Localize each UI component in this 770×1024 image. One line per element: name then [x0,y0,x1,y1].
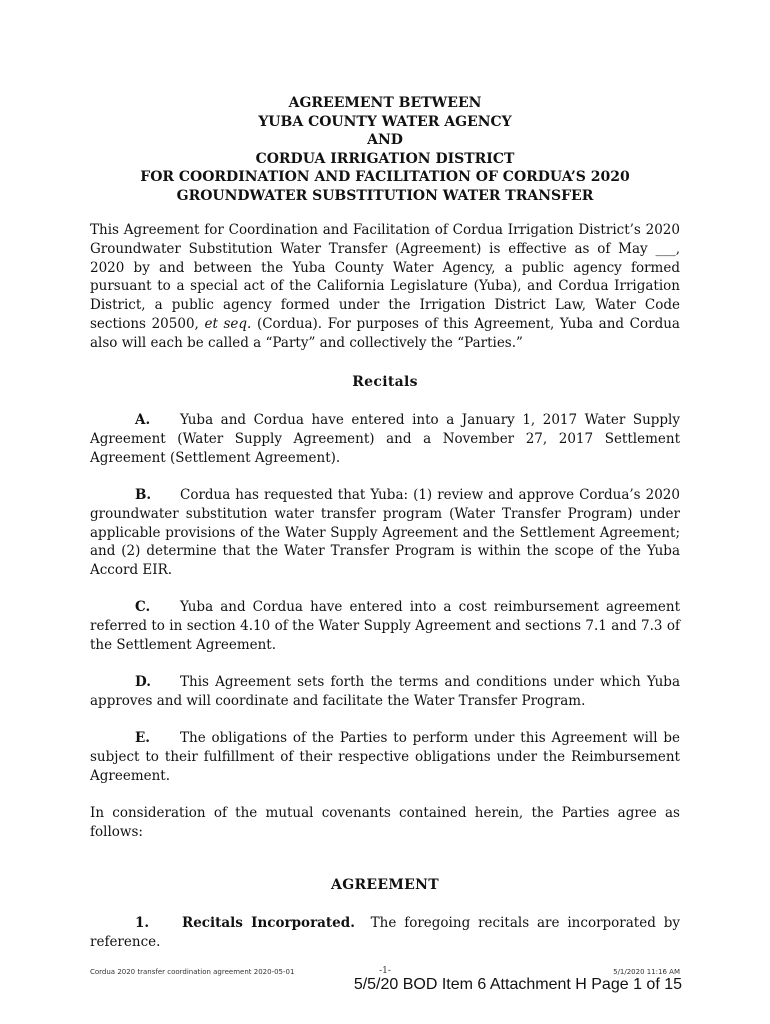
board-item-stamp: 5/5/20 BOD Item 6 Attachment H Page 1 of 15 [353,976,682,993]
title-line: YUBA COUNTY WATER AGENCY [258,113,512,130]
section-title: Recitals Incorporated. [182,915,355,931]
title-line: GROUNDWATER SUBSTITUTION WATER TRANSFER [176,187,594,204]
section-number: 1. [135,915,150,931]
recitals-heading: Recitals [352,374,418,390]
section-text: The foregoing recitals are incorporated by reference. [90,915,680,950]
recital-label: A. [135,412,151,428]
intro-text-start: This Agreement for Coordination and Facilitation of Cordua Irrigation District’s 2020 Groundwater Substitution Water Transfer (Agreement) is effective as of May ___, 2020 by and between the Yuba County Water Agency, a public agency formed pursuant to a special act of the California Legislature (Yuba), and Cordua Irrigation District, a public agency formed under the Irrigation District Law, Water Code sections 20500, [90,222,680,332]
intro-text-end: (Cordua). For purposes of this Agreement, Yuba and Cordua also will each be called a “Party” and collectively the “Parties.” [90,315,680,351]
recital-label: C. [135,599,151,615]
footer-page-number: -1- [379,966,391,976]
agreement-heading: AGREEMENT [331,877,439,893]
consideration-paragraph: In consideration of the mutual covenants contained herein, the Parties agree as follows: [90,805,680,840]
recital-text: This Agreement sets forth the terms and conditions under which Yuba approves and will coordinate and facilitate the Water Transfer Program. [90,674,680,709]
agreement-title [90,94,680,205]
recital-text: Cordua has requested that Yuba: (1) review and approve Cordua’s 2020 groundwater substitution water transfer program (Water Transfer Program) under applicable provisions of the Water Supply Agreement and the Settlement Agreement; and (2) determine that the Water Transfer Program is within the scope of the Yuba Accord EIR. [90,487,680,579]
intro-paragraph [90,221,680,353]
recital-text: The obligations of the Parties to perform under this Agreement will be subject to their fulfillment of their respective obligations under the Reimbursement Agreement. [90,730,680,784]
recital-label: B. [135,487,152,503]
recital-c [90,598,680,654]
recital-label: E. [135,730,150,746]
title-line: CORDUA IRRIGATION DISTRICT [255,150,515,167]
title-line: FOR COORDINATION AND FACILITATION OF CORDUA’S 2020 [140,169,630,185]
intro-italic-et-seq: et seq. [204,315,252,332]
recital-text: Yuba and Cordua have entered into a January 1, 2017 Water Supply Agreement (Water Supply Agreement) and a November 27, 2017 Settlement Agreement (Settlement Agreement). [90,412,680,466]
recital-b [90,486,680,580]
recital-a [90,411,680,467]
recital-d [90,673,680,711]
title-line: AND [367,132,403,148]
recital-text: Yuba and Cordua have entered into a cost reimbursement agreement referred to in section 4.10 of the Water Supply Agreement and sections 7.1 and 7.3 of the Settlement Agreement. [90,599,680,653]
section-1 [90,914,680,952]
title-line: AGREEMENT BETWEEN [288,95,482,111]
recital-e [90,729,680,785]
footer-timestamp: 5/1/2020 11:16 AM [613,968,680,976]
footer-filename: Cordua 2020 transfer coordination agreement 2020-05-01 [90,968,295,976]
recital-label: D. [135,674,151,690]
